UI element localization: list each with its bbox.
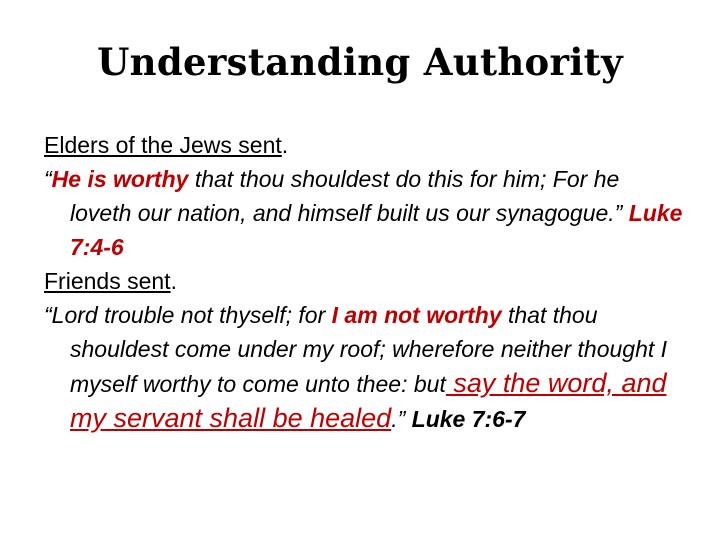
slide-body — [44, 128, 684, 436]
slide-title: Understanding Authority — [97, 40, 623, 84]
quote2-text-c: .” — [391, 406, 412, 432]
quote-centurion-friends — [44, 298, 684, 436]
elders-sent-text: Elders of the Jews sent — [44, 132, 282, 158]
quote2-text-a: “Lord trouble not thyself; for — [44, 302, 332, 328]
quote1-text: that thou shouldest do this for him; For he loveth our nation, and himself built us our synagogue.” — [70, 166, 629, 226]
quote1-emphasis: He is worthy — [51, 166, 189, 192]
quote2-big-emphasis: say the word, and my servant shall be healed — [70, 368, 667, 433]
elders-period: . — [281, 132, 289, 158]
friends-sent-text: Friends sent — [44, 268, 171, 294]
quote1-reference: Luke 7:4-6 — [70, 200, 683, 260]
quote2-emphasis: I am not worthy — [331, 302, 502, 328]
friends-line — [44, 264, 684, 298]
friends-period: . — [170, 268, 177, 294]
quote1-open: “ — [44, 166, 52, 192]
quote2-reference: Luke 7:6-7 — [411, 406, 526, 432]
elders-line — [44, 128, 684, 162]
quote-centurion-elders — [44, 162, 684, 264]
quote2-text-b: that thou shouldest come under my roof; wherefore neither thought I myself worthy to come unto thee: but — [70, 302, 668, 397]
